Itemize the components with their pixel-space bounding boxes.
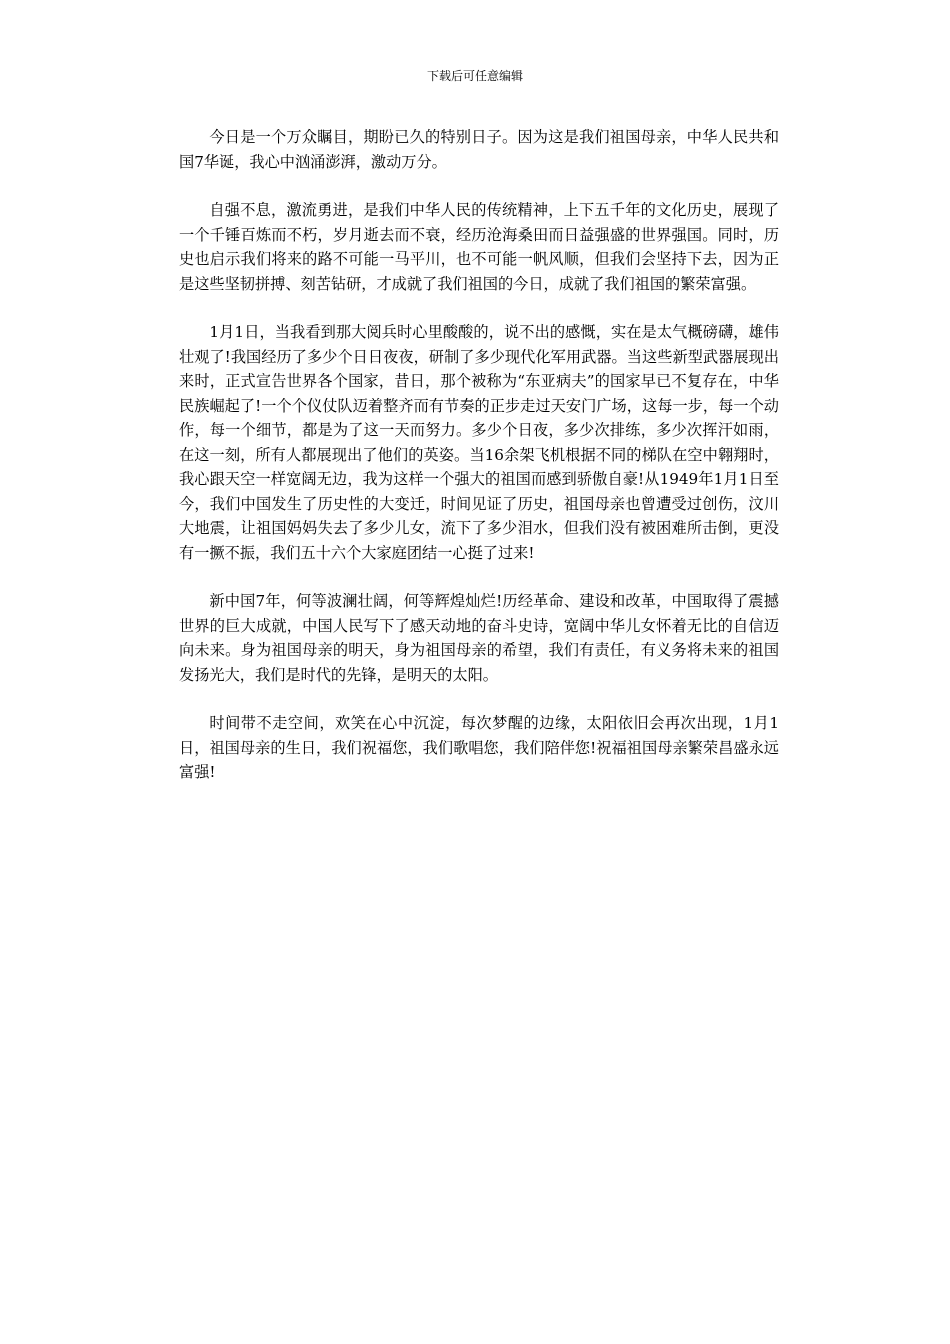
paragraph-2: 自强不息，激流勇进，是我们中华人民的传统精神，上下五千年的文化历史，展现了一个千锤百炼而不朽，岁月逝去而不衰，经历沧海桑田而日益强盛的世界强国。同时，历史也启示我们将来的路不可能一马平川，也不可能一帆风顺，但我们会坚持下去，因为正是这些坚韧拼搏、刻苦钻研，才成就了我们祖国的今日，成就了我们祖国的繁荣富强。 <box>179 201 779 293</box>
document-body <box>179 125 779 809</box>
paragraph-3: 1月1日，当我看到那大阅兵时心里酸酸的，说不出的感慨，实在是太气概磅礴，雄伟壮观了!我国经历了多少个日日夜夜，研制了多少现代化军用武器。当这些新型武器展现出来时，正式宣告世界各个国家，昔日，那个被称为“东亚病夫”的国家早已不复存在，中华民族崛起了!一个个仪仗队迈着整齐而有节奏的正步走过天安门广场，这每一步，每一个动作，每一个细节，都是为了这一天而努力。多少个日夜，多少次排练，多少次挥汗如雨，在这一刻，所有人都展现出了他们的英姿。当16余架飞机根据不同的梯队在空中翱翔时，我心跟天空一样宽阔无边，我为这样一个强大的祖国而感到骄傲自豪!从1949年1月1日至今，我们中国发生了历史性的大变迁，时间见证了历史，祖国母亲也曾遭受过创伤，汶川大地震，让祖国妈妈失去了多少儿女，流下了多少泪水，但我们没有被困难所击倒，更没有一撅不振，我们五十六个大家庭团结一心挺了过来! <box>179 323 779 562</box>
paragraph-4: 新中国7年，何等波澜壮阔，何等辉煌灿烂!历经革命、建设和改革，中国取得了震撼世界的巨大成就，中国人民写下了感天动地的奋斗史诗，宽阔中华儿女怀着无比的自信迈向未来。身为祖国母亲的明天，身为祖国母亲的希望，我们有责任，有义务将未来的祖国发扬光大，我们是时代的先锋，是明天的太阳。 <box>179 592 779 684</box>
paragraph-5: 时间带不走空间，欢笑在心中沉淀，每次梦醒的边缘，太阳依旧会再次出现，1月1日，祖国母亲的生日，我们祝福您，我们歌唱您，我们陪伴您!祝福祖国母亲繁荣昌盛永远富强! <box>179 714 779 781</box>
paragraph-1: 今日是一个万众瞩目，期盼已久的特别日子。因为这是我们祖国母亲，中华人民共和国7华诞，我心中汹涌澎湃，激动万分。 <box>179 128 779 171</box>
page-header: 下载后可任意编辑 <box>426 69 523 83</box>
